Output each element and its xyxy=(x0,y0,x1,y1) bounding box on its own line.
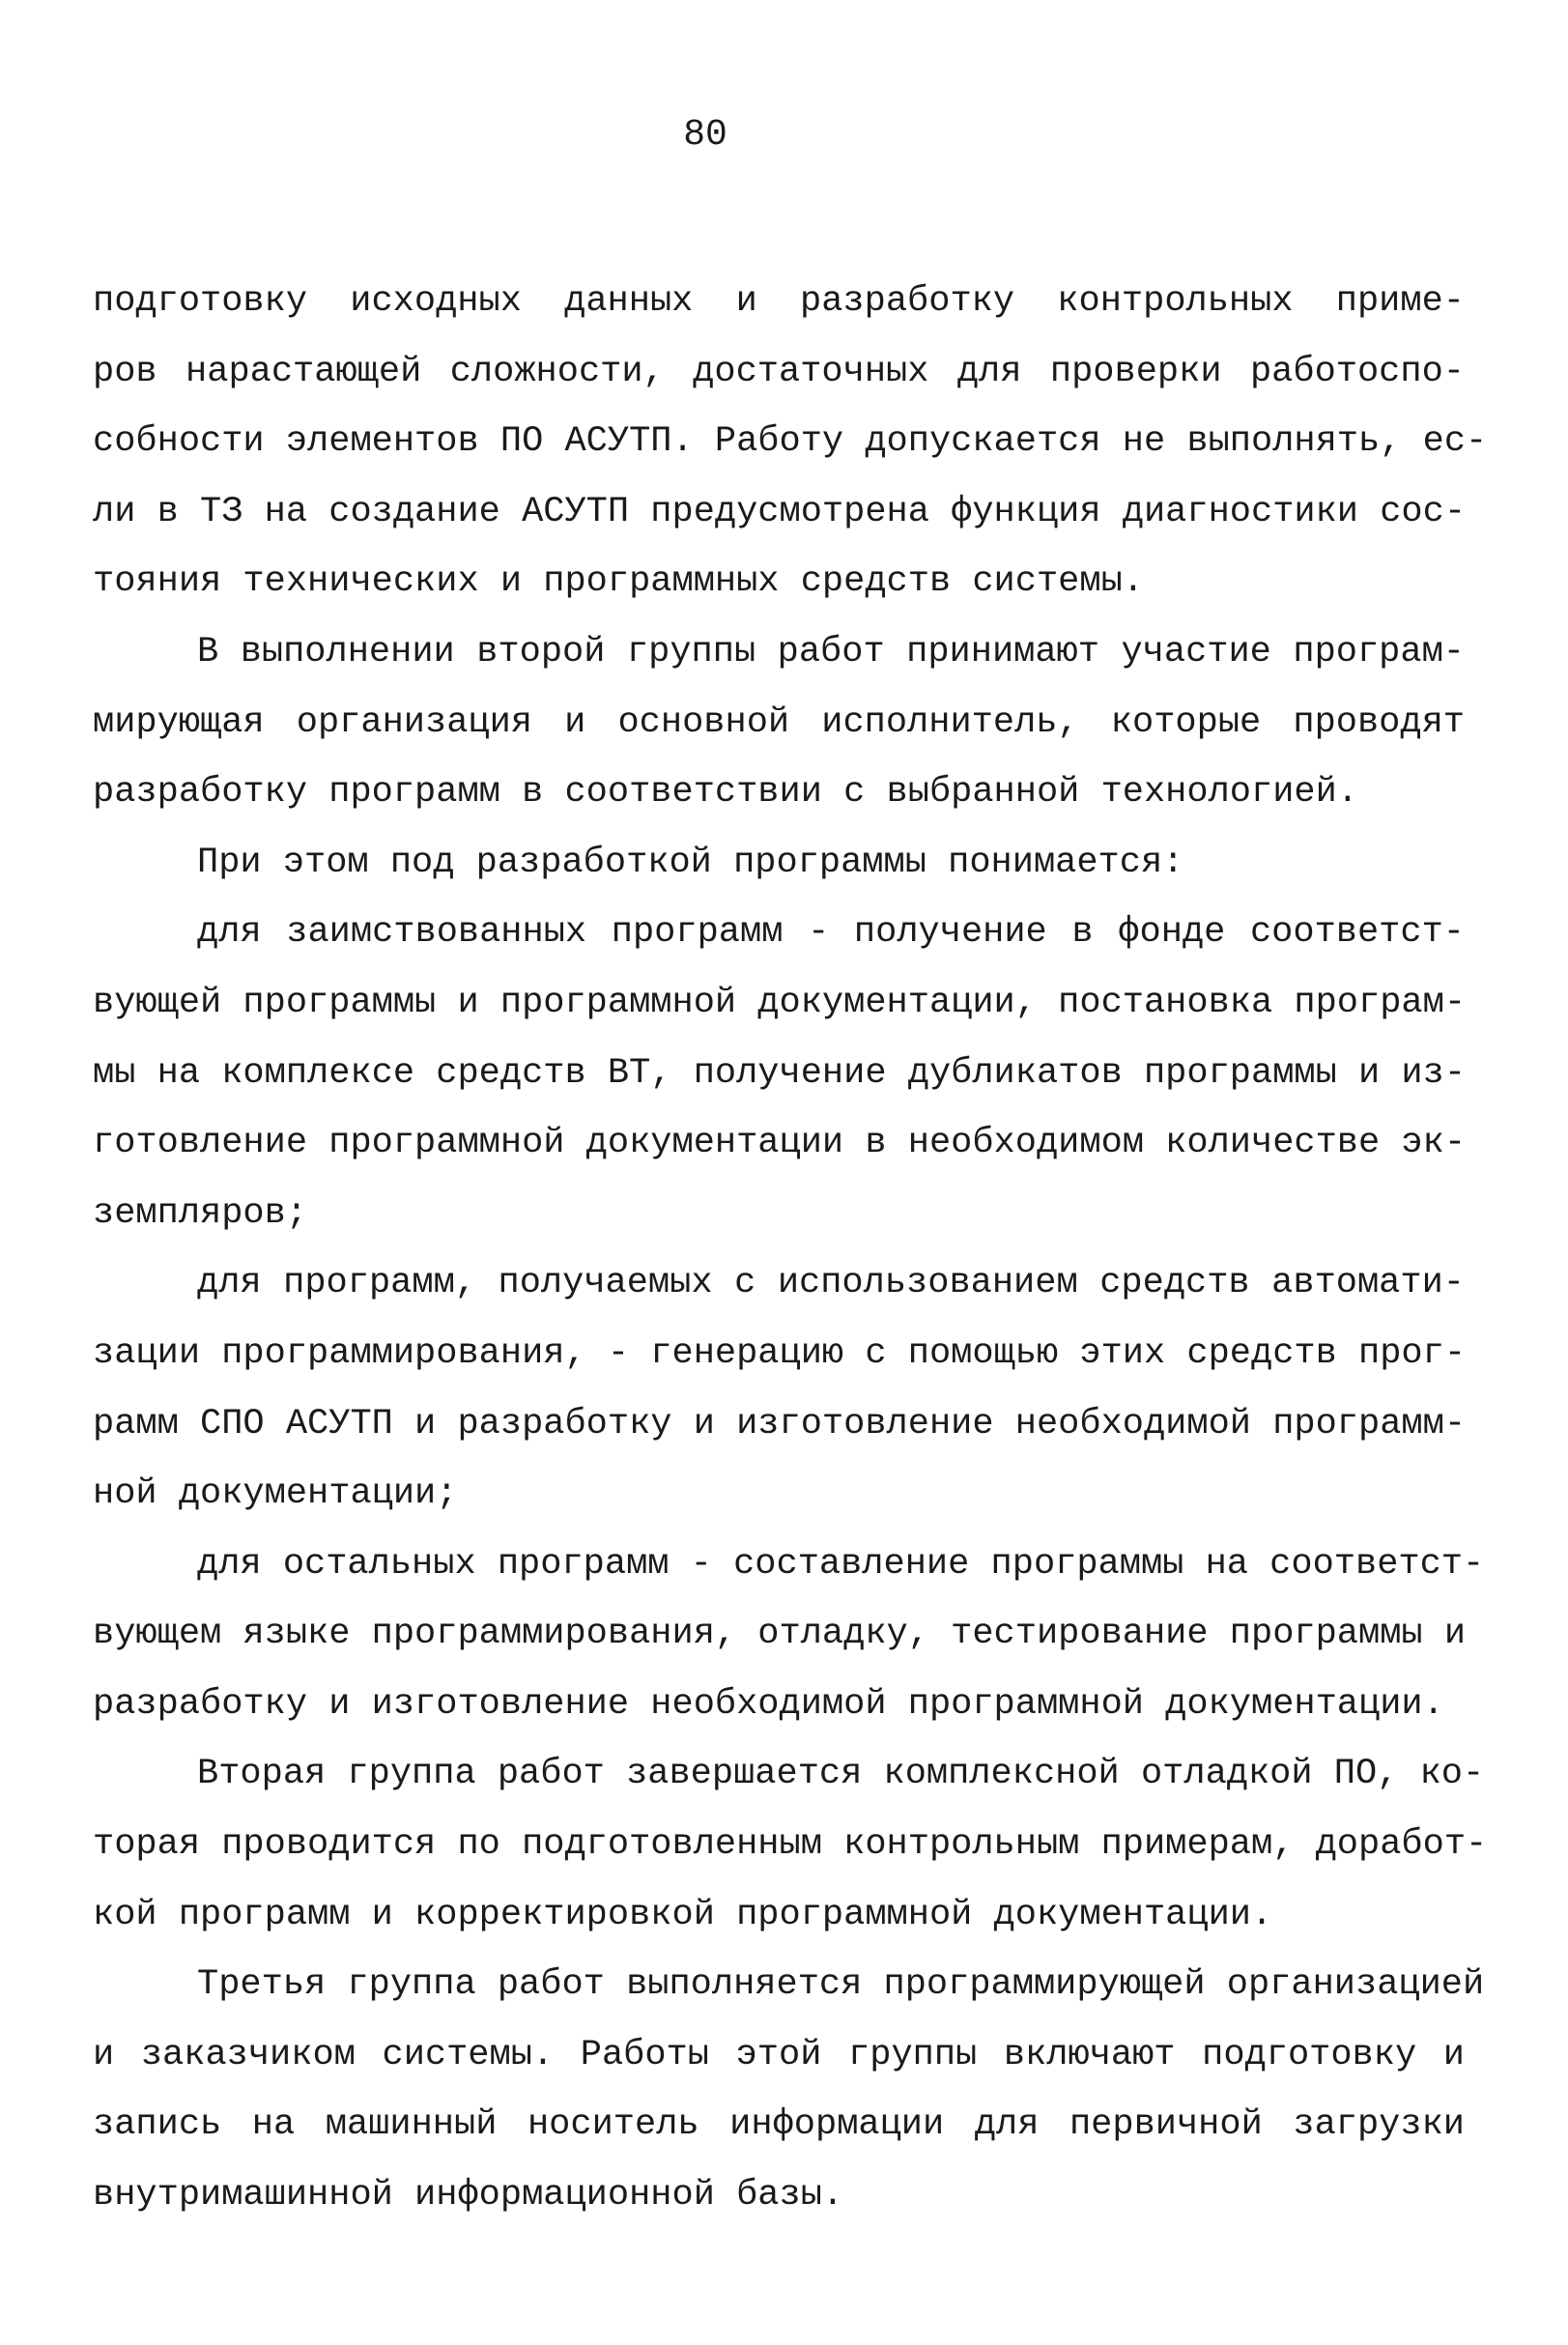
text-line: собности элементов ПО АСУТП. Работу допускается не выполнять, ес- xyxy=(93,421,1488,463)
text-line: внутримашинной информационной базы. xyxy=(93,2175,844,2216)
text-line: торая проводится по подготовленным контрольным примерам, доработ- xyxy=(93,1824,1488,1866)
text-line: готовление программной документации в необходимом количестве эк- xyxy=(93,1123,1467,1164)
text-line: зации программирования, - генерацию с помощью этих средств прог- xyxy=(93,1332,1467,1374)
paragraph-start-line: Вторая группа работ завершается комплексной отладкой ПО, ко- xyxy=(197,1754,1485,1795)
paragraph-start-line: для программ, получаемых с использованием средств автомати- xyxy=(197,1263,1465,1304)
text-line: запись на машинный носитель информации для первичной загрузки xyxy=(93,2104,1465,2146)
text-line: земпляров; xyxy=(93,1192,308,1234)
text-line: подготовку исходных данных и разработку контрольных приме- xyxy=(93,281,1465,322)
text-line: ров нарастающей сложности, достаточных для проверки работоспо- xyxy=(93,351,1465,392)
text-line: тояния технических и программных средств системы. xyxy=(93,561,1144,603)
text-line: ли в ТЗ на создание АСУТП предусмотрена функция диагностики сос- xyxy=(93,491,1467,532)
paragraph-start-line: для заимствованных программ - получение в фонде соответст- xyxy=(197,912,1465,954)
text-line: вующем языке программирования, отладку, тестирование программы и xyxy=(93,1614,1467,1655)
text-line: разработку программ в соответствии с выбранной технологией. xyxy=(93,772,1359,814)
text-line: разработку и изготовление необходимой программной документации. xyxy=(93,1683,1444,1725)
text-line: мирующая организация и основной исполнитель, которые проводят xyxy=(93,701,1465,743)
paragraph-start-line: Третья группа работ выполняется программирующей организацией xyxy=(197,1964,1485,2006)
text-line: и заказчиком системы. Работы этой группы включают подготовку и xyxy=(93,2034,1465,2075)
paragraph-start-line: При этом под разработкой программы понимается: xyxy=(197,842,1184,883)
paragraph-start-line: для остальных программ - составление программы на соответст- xyxy=(197,1543,1485,1585)
paragraph-start-line: В выполнении второй группы работ принимают участие програм- xyxy=(197,631,1465,672)
text-line: ной документации; xyxy=(93,1473,458,1515)
text-line: кой программ и корректировкой программной документации. xyxy=(93,1894,1273,1935)
body-text xyxy=(93,267,1488,2231)
text-line: вующей программы и программной документации, постановка програм- xyxy=(93,982,1467,1023)
text-line: рамм СПО АСУТП и разработку и изготовление необходимой программ- xyxy=(93,1403,1467,1444)
text-line: мы на комплексе средств ВТ, получение дубликатов программы и из- xyxy=(93,1052,1467,1094)
page-number: 80 xyxy=(683,114,727,156)
